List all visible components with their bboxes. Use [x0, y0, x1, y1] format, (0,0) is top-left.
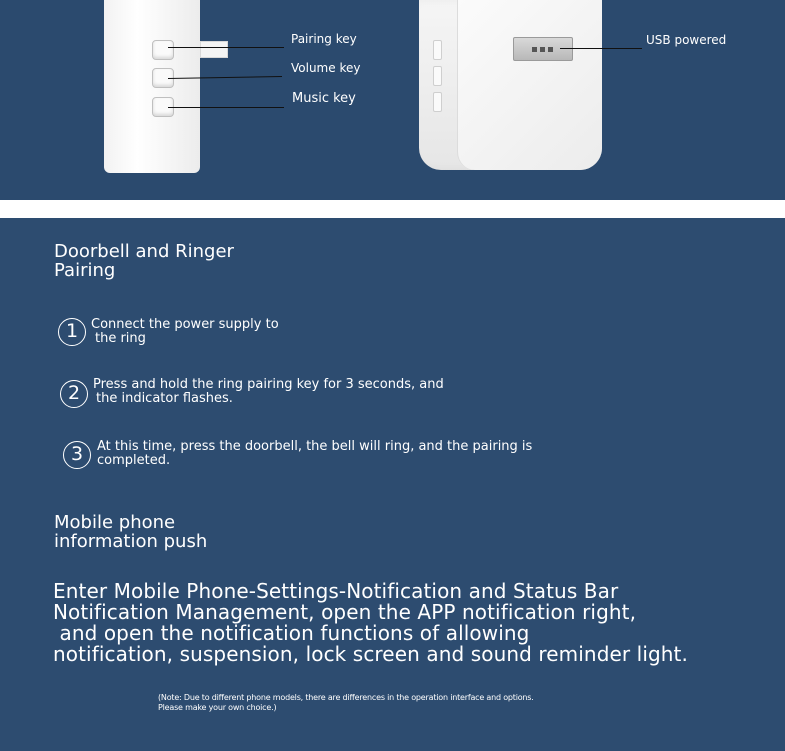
push-instructions-paragraph: [53, 581, 773, 665]
paragraph-line: notification, suspension, lock screen and sound reminder light.: [53, 642, 688, 666]
step-1-text: [91, 318, 279, 346]
step-line: At this time, press the doorbell, the bell will ring, and the pairing is: [97, 439, 533, 454]
paragraph-line: Notification Management, open the APP notification right,: [53, 600, 637, 624]
step-line: Press and hold the ring pairing key for 3 seconds, and: [93, 377, 444, 392]
side-button: [433, 40, 442, 60]
usb-powered-leader-line: [560, 48, 642, 49]
phone-model-note: [158, 693, 534, 713]
side-button: [433, 66, 442, 86]
step-1-number-icon: 1: [58, 318, 86, 346]
music-key-label: Music key: [292, 91, 356, 106]
step-line: completed.: [97, 453, 171, 468]
ringer-device-angled-view: [419, 0, 602, 170]
paragraph-line: and open the notification functions of allowing: [53, 621, 530, 645]
push-section-title: [54, 513, 207, 551]
ringer-device-side-view: [104, 0, 200, 173]
note-line: (Note: Due to different phone models, there are differences in the operation interface and options.: [158, 693, 534, 702]
pairing-key-button: [152, 40, 174, 60]
pairing-key-label: Pairing key: [291, 32, 357, 46]
step-2-number-icon: 2: [60, 380, 88, 408]
usb-powered-label: USB powered: [646, 33, 727, 47]
pairing-title-line: Doorbell and Ringer: [54, 241, 234, 262]
step-line: the indicator flashes.: [96, 391, 233, 406]
step-3-text: [97, 440, 532, 468]
divider-band: [0, 200, 785, 218]
step-2-text: [93, 378, 444, 406]
step-line: the ring: [95, 331, 146, 346]
device-front-face: [457, 0, 602, 170]
note-line: Please make your own choice.): [158, 703, 277, 712]
side-button: [433, 92, 442, 112]
push-title-line: Mobile phone: [54, 512, 176, 533]
paragraph-line: Enter Mobile Phone-Settings-Notification and Status Bar: [53, 579, 619, 603]
usb-plug: [513, 37, 573, 61]
push-title-line: information push: [54, 531, 208, 552]
volume-key-label: Volume key: [291, 61, 361, 75]
pairing-title-line: Pairing: [54, 260, 116, 281]
pairing-section-title: [54, 242, 234, 280]
music-key-leader-line: [168, 107, 284, 108]
pairing-key-leader-line: [168, 47, 284, 48]
usb-connector-stub: [200, 41, 228, 58]
product-image-panel: [0, 0, 785, 200]
step-line: Connect the power supply to: [91, 317, 279, 332]
step-3-number-icon: 3: [63, 441, 91, 469]
instructions-panel: [0, 218, 785, 751]
